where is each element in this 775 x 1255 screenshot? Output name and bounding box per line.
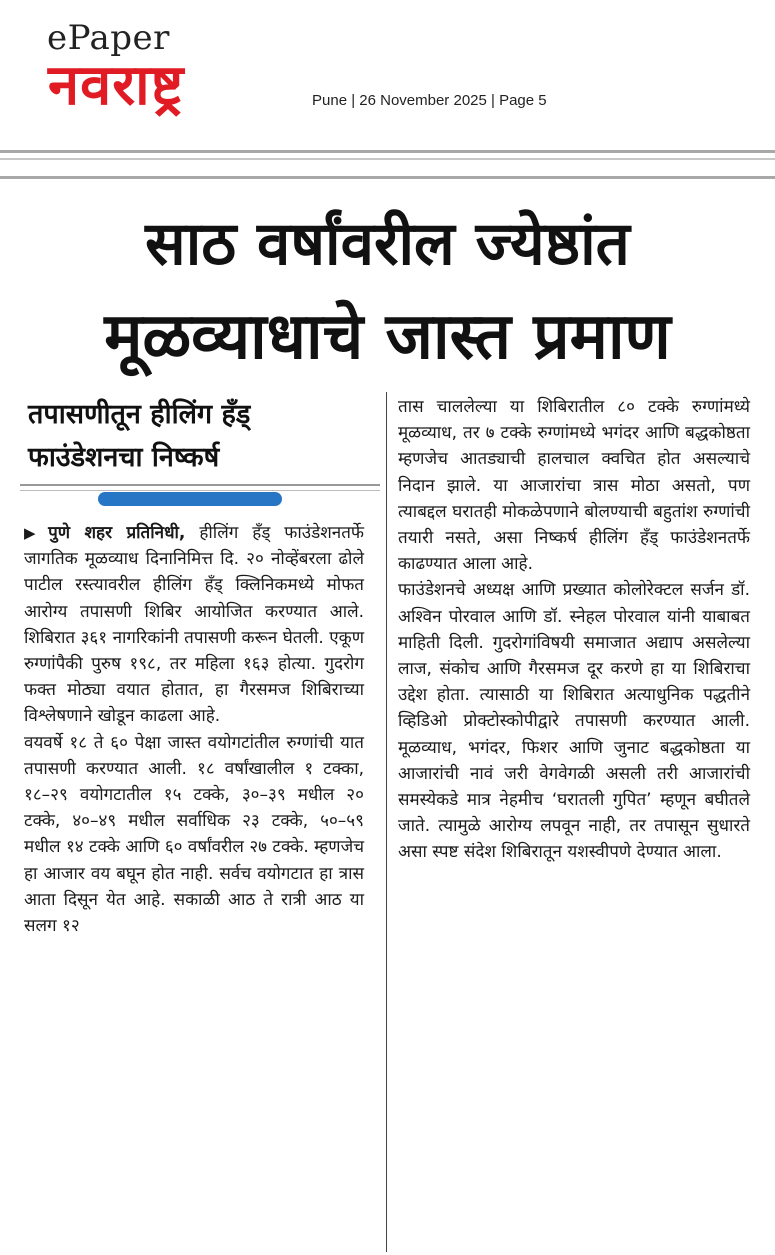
top-rule-thin bbox=[0, 158, 775, 160]
subhead-line-2: फाउंडेशनचा निष्कर्ष bbox=[28, 442, 220, 473]
paragraph: वयवर्षे १८ ते ६० पेक्षा जास्त वयोगटांतील रुग्णांची यात तपासणी करण्यात आली. १८ वर्षांखालील १ टक्का, १८–२९ वयोगटातील १५ टक्के, ३०–३९ मधील २० टक्के, ४०–४९ मधील सर्वाधिक २३ टक्के, ५०–५९ मधील १४ टक्के आणि ६० वर्षांवरील २७ टक्के. म्हणजेच हा आजार वय बघून होत नाही. सर्वच वयोगटात हा त्रास आता दिसून येत आहे. सकाळी आठ ते रात्री आठ या सलग १२ bbox=[24, 732, 364, 937]
article-column-right bbox=[398, 394, 750, 866]
paragraph-text: हीलिंग हँड् फाउंडेशनतर्फे जागतिक मूळव्याध दिनानिमित्त दि. २० नोव्हेंबरला ढोले पाटील रस्त्यावरील हीलिंग हँड् क्लिनिकमध्ये मोफत आरोग्य तपासणी शिबिर आयोजित करण्यात आले. शिबिरात ३६१ नागरिकांनी तपासणी करून घेतली. एकूण रुग्णांपैकी पुरुष १९८, तर महिला १६३ होत्या. गुदरोग फक्त मोठ्या वयात होतात, हा गैरसमज शिबिराच्या विश्लेषणाने खोडून काढला आहे. bbox=[24, 523, 365, 727]
paragraph bbox=[24, 520, 364, 730]
byline: पुणे शहर प्रतिनिधी, bbox=[48, 523, 186, 543]
brand-logo: नवराष्ट्र bbox=[48, 53, 185, 118]
subhead-rule-thin bbox=[20, 490, 380, 491]
top-rule-lower bbox=[0, 176, 775, 179]
top-rule bbox=[0, 150, 775, 153]
headline-line-1: साठ वर्षांवरील ज्येष्ठांत bbox=[145, 209, 630, 279]
epaper-label: ePaper bbox=[47, 18, 170, 58]
headline-line-2: मूळव्याधाचे जास्त प्रमाण bbox=[104, 300, 671, 374]
accent-bar bbox=[98, 492, 282, 506]
subhead-rule bbox=[20, 484, 380, 486]
article-column-left bbox=[24, 520, 364, 939]
column-divider bbox=[386, 392, 387, 1252]
dateline: Pune | 26 November 2025 | Page 5 bbox=[312, 92, 547, 109]
play-bullet-icon: ▶ bbox=[24, 524, 45, 542]
masthead bbox=[0, 0, 775, 145]
subhead-line-1: तपासणीतून हीलिंग हँड् bbox=[28, 399, 251, 430]
paragraph: फाउंडेशनचे अध्यक्ष आणि प्रख्यात कोलोरेक्टल सर्जन डॉ. अश्विन पोरवाल आणि डॉ. स्नेहल पोरवाल यांनी याबाबत माहिती दिली. गुदरोगांविषयी समाजात अद्याप असलेल्या लाज, संकोच आणि गैरसमज दूर करणे हा या शिबिराचा उद्देश होता. त्यासाठी या शिबिरात अत्याधुनिक पद्धतीने व्हिडिओ प्रोक्टोस्कोपीद्वारे तपासणी करण्यात आली. मूळव्याध, भगंदर, फिशर आणि जुनाट बद्धकोष्ठता या आजारांची नावं जरी वेगवेगळी असली तरी आजारांची समस्येकडे मात्र नेहमीच ‘घरातली गुपित’ म्हणून बघीतले जाते. त्यामुळे आरोग्य लपवून नाही, तर तपासून सुधारते असा स्पष्ट संदेश शिबिरातून यशस्वीपणे देण्यात आला. bbox=[398, 580, 750, 863]
paragraph: तास चाललेल्या या शिबिरातील ८० टक्के रुग्णांमध्ये मूळव्याध, तर ७ टक्के रुग्णांमध्ये भगंदर आणि बद्धकोष्ठता म्हणजेच आतड्याची हालचाल क्वचित होत असल्याचे निदान झाले. या आजारांचा त्रास मोठा असतो, पण त्याबद्दल घरातही मोकळेपणाने बोलण्याची बहुतांश रुग्णांची तयारी नसते, असा निष्कर्ष हीलिंग हँड् फाउंडेशनतर्फे काढण्यात आला आहे. bbox=[398, 397, 750, 575]
